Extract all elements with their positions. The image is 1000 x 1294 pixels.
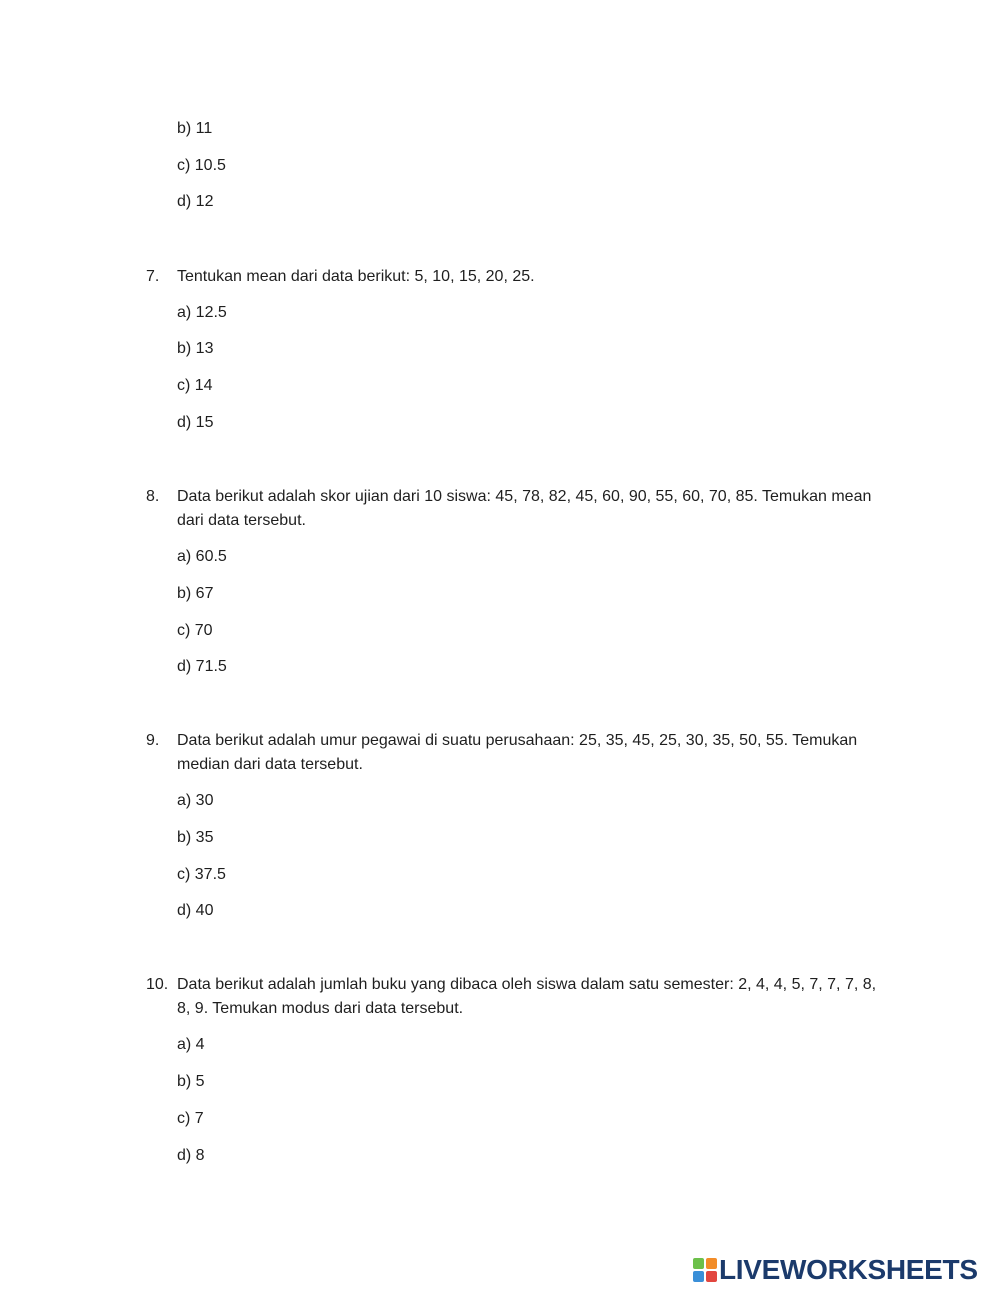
q10-option-d[interactable]: d) 8 [177, 1147, 205, 1164]
question-text: Data berikut adalah skor ujian dari 10 siswa: 45, 78, 82, 45, 60, 90, 55, 60, 70, 85. Temukan mean dari data tersebut. [177, 488, 872, 529]
q7-option-b[interactable]: b) 13 [177, 340, 214, 357]
question-8 [146, 485, 891, 532]
q10-option-a[interactable]: a) 4 [177, 1036, 205, 1053]
question-9 [146, 729, 891, 776]
q8-option-a[interactable]: a) 60.5 [177, 548, 227, 565]
q8-option-c[interactable]: c) 70 [177, 622, 213, 639]
q9-option-d[interactable]: d) 40 [177, 902, 214, 919]
q8-option-b[interactable]: b) 67 [177, 585, 214, 602]
q6-option-d[interactable]: d) 12 [177, 193, 214, 210]
q7-option-c[interactable]: c) 14 [177, 377, 213, 394]
question-number: 8. [146, 488, 160, 505]
q9-option-a[interactable]: a) 30 [177, 792, 214, 809]
logo-wordmark: LIVEWORKSHEETS [719, 1254, 978, 1285]
question-7 [146, 265, 891, 289]
liveworksheets-logo[interactable] [693, 1256, 978, 1284]
question-text: Tentukan mean dari data berikut: 5, 10, 15, 20, 25. [177, 268, 535, 285]
question-10 [146, 973, 891, 1020]
q7-option-d[interactable]: d) 15 [177, 414, 214, 431]
q10-option-b[interactable]: b) 5 [177, 1073, 205, 1090]
question-number: 7. [146, 268, 160, 285]
q8-option-d[interactable]: d) 71.5 [177, 658, 227, 675]
question-text: Data berikut adalah jumlah buku yang dibaca oleh siswa dalam satu semester: 2, 4, 4, 5, 7, 7, 7, 8, 8, 9. Temukan modus dari data tersebut. [177, 976, 877, 1017]
question-number: 10. [146, 976, 169, 993]
q6-option-c[interactable]: c) 10.5 [177, 157, 226, 174]
q7-option-a[interactable]: a) 12.5 [177, 304, 227, 321]
q6-option-b[interactable]: b) 11 [177, 120, 213, 137]
question-number: 9. [146, 732, 160, 749]
q10-option-c[interactable]: c) 7 [177, 1110, 204, 1127]
question-text: Data berikut adalah umur pegawai di suatu perusahaan: 25, 35, 45, 25, 30, 35, 50, 55. Temukan median dari data tersebut. [177, 732, 858, 773]
liveworksheets-logo-mark-icon [693, 1258, 717, 1282]
q9-option-c[interactable]: c) 37.5 [177, 866, 226, 883]
q9-option-b[interactable]: b) 35 [177, 829, 214, 846]
